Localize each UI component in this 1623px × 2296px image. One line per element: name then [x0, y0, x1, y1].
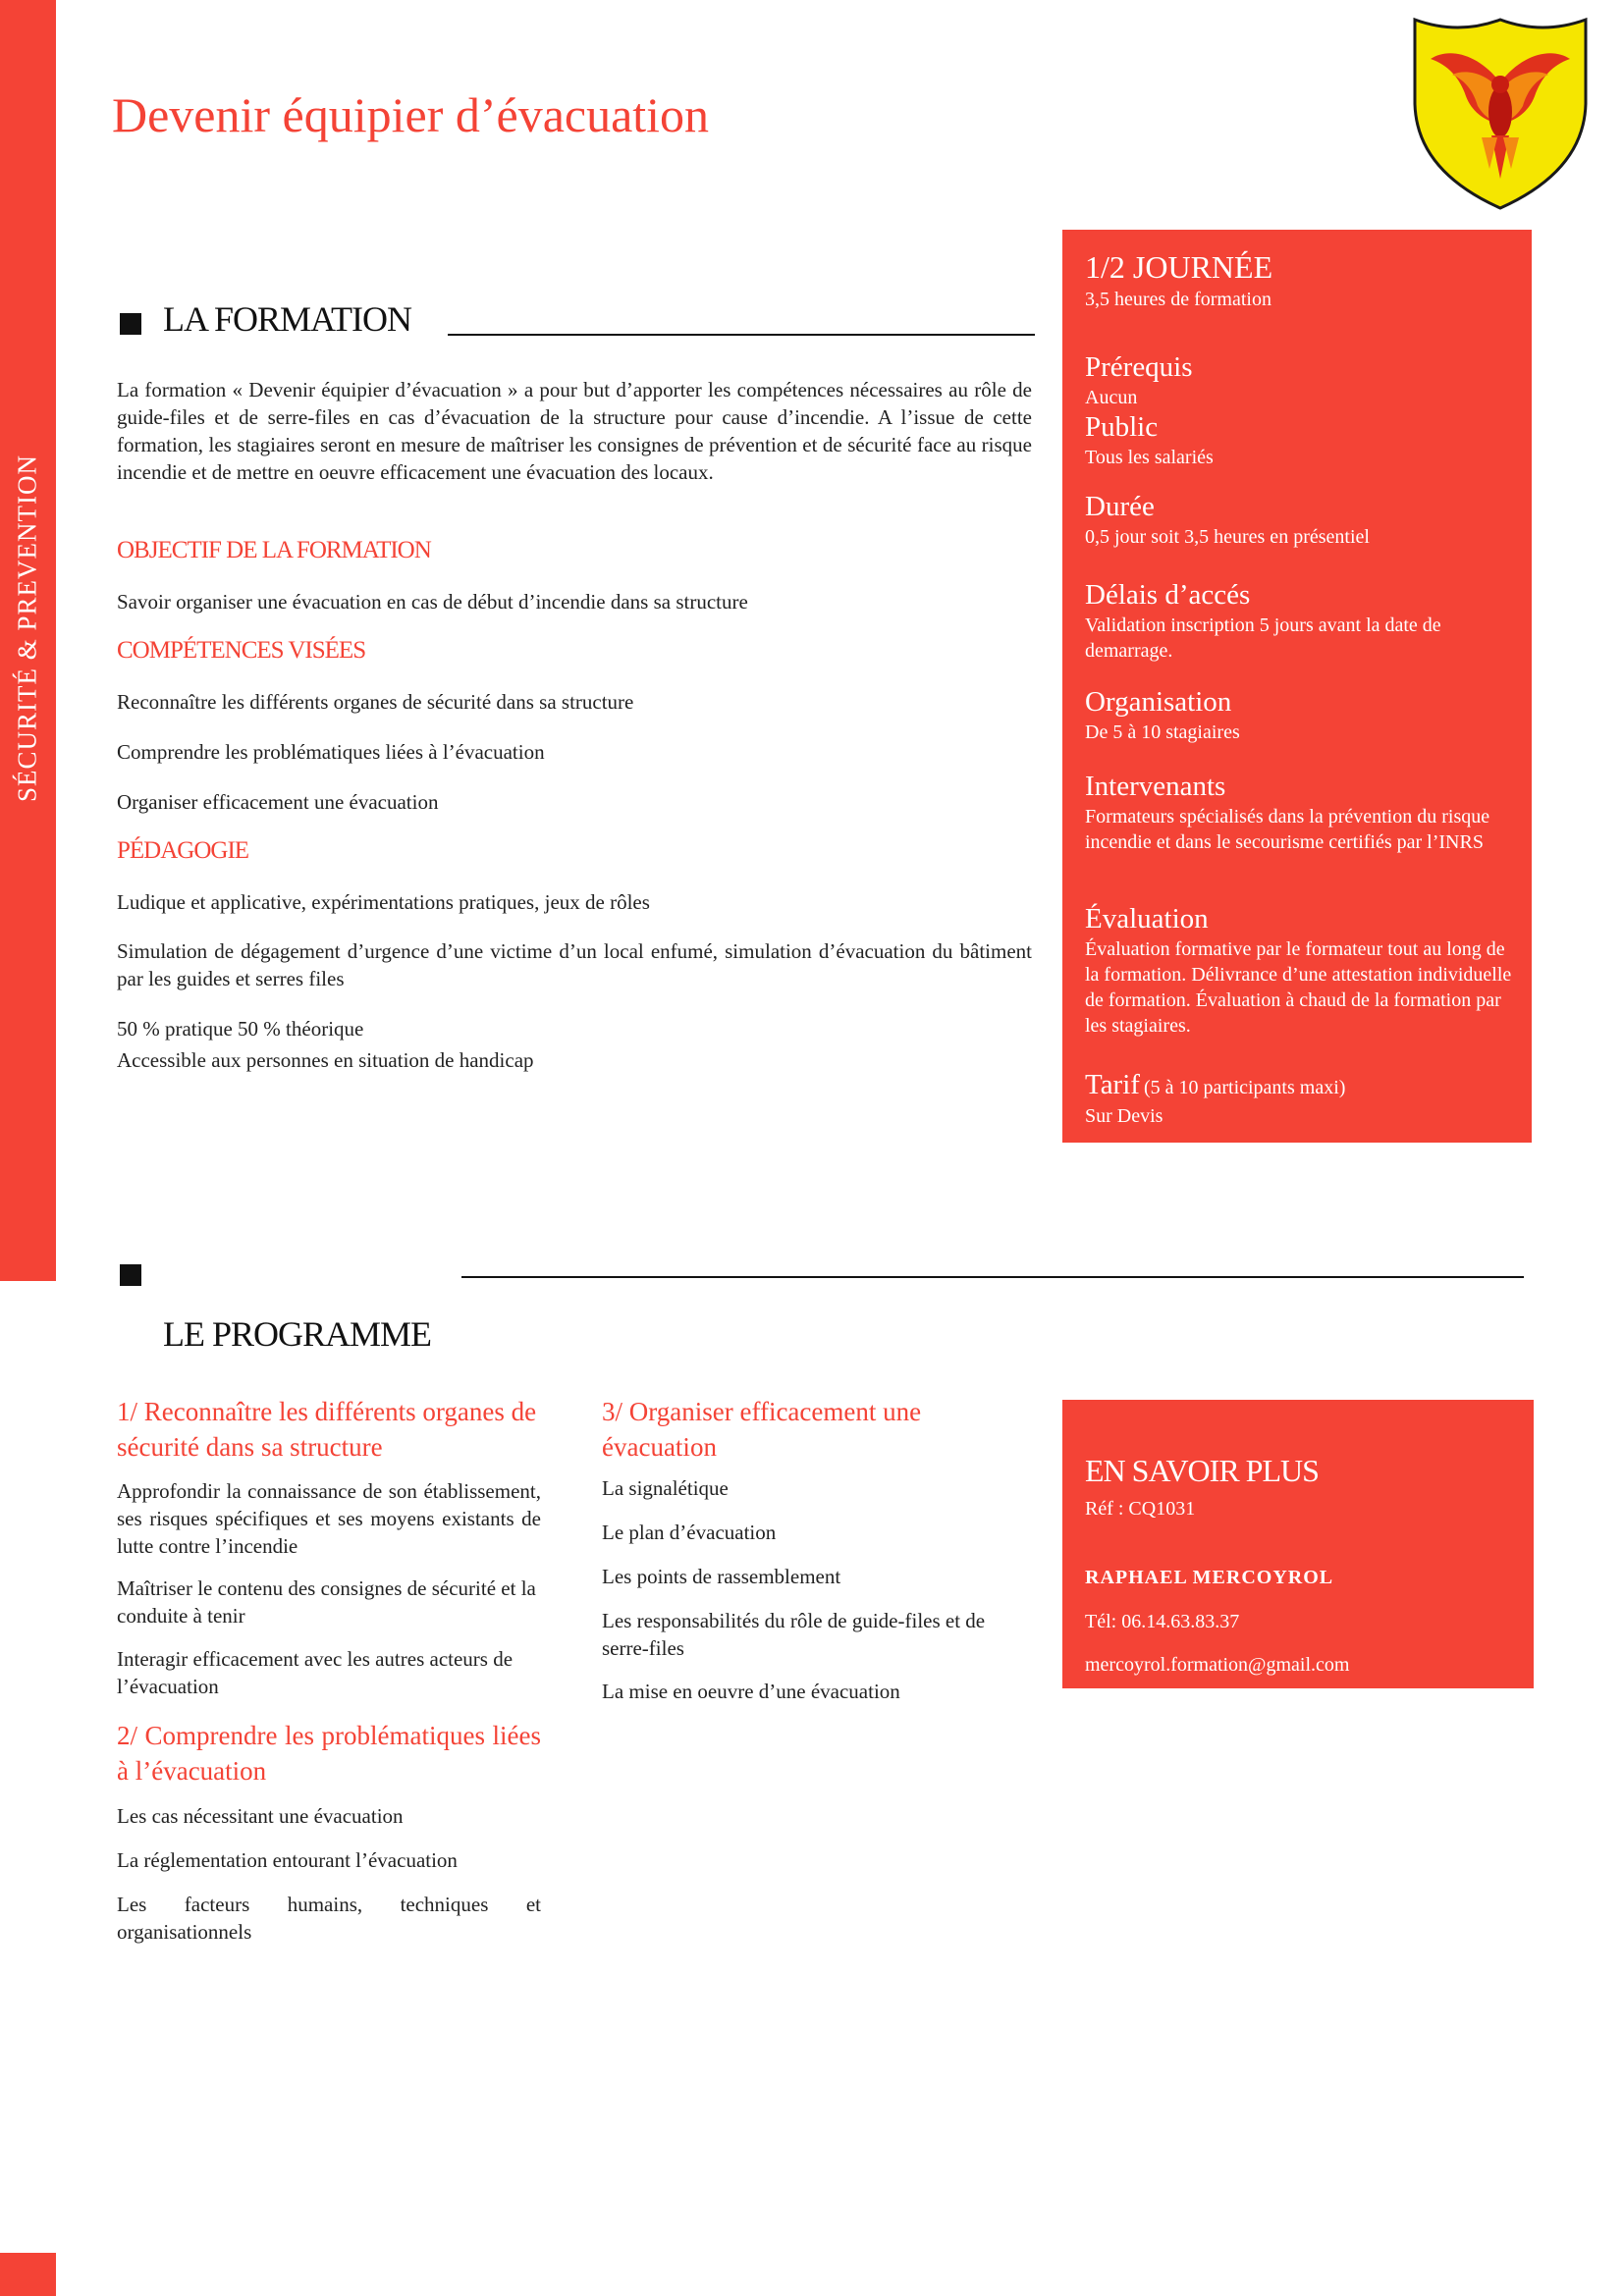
pedagogy-item: 50 % pratique 50 % théorique: [117, 1017, 364, 1041]
formation-intro: La formation « Devenir équipier d’évacuation » a pour but d’apporter les compétences nécessaires au rôle de guide-files et de serre-files en cas d’évacuation de la structure pour cause d’incendie. A l’issue de cette formation, les stagiaires seront en mesure de maîtriser les consignes de prévention et de sécurité face au risque incendie et de mettre en oeuvre efficacement une évacuation des locaux.: [117, 378, 1032, 484]
pedagogy-item: Accessible aux personnes en situation de handicap: [117, 1048, 534, 1072]
heading-rule: [461, 1276, 1524, 1278]
tarif-note: (5 à 10 participants maxi): [1143, 1077, 1346, 1098]
module-title: 2/ Comprendre les problématiques liées à l’évacuation: [117, 1721, 541, 1786]
module-item: Le plan d’évacuation: [602, 1521, 777, 1544]
module-item: La réglementation entourant l’évacuation: [117, 1848, 458, 1872]
public-value: Tous les salariés: [1085, 447, 1214, 468]
phoenix-shield-icon: [1409, 14, 1592, 212]
programme-heading: LE PROGRAMME: [163, 1314, 432, 1354]
prerequis-value: Aucun: [1085, 387, 1138, 408]
duration-subtext: 3,5 heures de formation: [1085, 289, 1271, 310]
intervenants-label: Intervenants: [1085, 771, 1226, 802]
info-box: [1062, 230, 1532, 1143]
delais-label: Délais d’accés: [1085, 579, 1251, 611]
page-title: Devenir équipier d’évacuation: [112, 87, 710, 142]
tarif-value: Sur Devis: [1085, 1105, 1163, 1127]
contact-box: [1062, 1400, 1534, 1688]
module-item: Interagir efficacement avec les autres acteurs de l’évacuation: [117, 1647, 514, 1698]
module-item: La signalétique: [602, 1476, 729, 1500]
organisation-value: De 5 à 10 stagiaires: [1085, 721, 1240, 743]
pedagogy-item: Ludique et applicative, expérimentations pratiques, jeux de rôles: [117, 890, 650, 914]
module-item: La mise en oeuvre d’une évacuation: [602, 1680, 900, 1703]
reference-code: Réf : CQ1031: [1085, 1498, 1196, 1520]
formation-heading: LA FORMATION: [163, 299, 412, 339]
module-item: Les responsabilités du rôle de guide-files et de serre-files: [602, 1609, 986, 1660]
objective-text: Savoir organiser une évacuation en cas de début d’incendie dans sa structure: [117, 590, 748, 614]
tarif-line: [1085, 1069, 1517, 1100]
module-item: Maîtriser le contenu des consignes de sécurité et la conduite à tenir: [117, 1576, 536, 1628]
section-marker: [120, 1264, 141, 1286]
public-label: Public: [1085, 411, 1159, 443]
objective-heading: OBJECTIF DE LA FORMATION: [117, 537, 431, 563]
pedagogy-heading: PÉDAGOGIE: [117, 837, 249, 864]
module-item: Les cas nécessitant une évacuation: [117, 1804, 404, 1828]
skills-heading: COMPÉTENCES VISÉES: [117, 637, 366, 664]
organisation-label: Organisation: [1085, 686, 1232, 718]
tarif-label: Tarif: [1085, 1069, 1140, 1100]
duree-value: 0,5 jour soit 3,5 heures en présentiel: [1085, 526, 1370, 548]
contact-email[interactable]: mercoyrol.formation@gmail.com: [1085, 1654, 1350, 1676]
prerequis-label: Prérequis: [1085, 351, 1193, 383]
sidebar-band-bottom: [0, 2253, 56, 2296]
duree-label: Durée: [1085, 491, 1155, 522]
delais-value: Validation inscription 5 jours avant la date de demarrage.: [1085, 614, 1441, 662]
intervenants-value: Formateurs spécialisés dans la prévention du risque incendie et dans le secourisme certifiés par l’INRS: [1085, 806, 1490, 853]
contact-phone[interactable]: Tél: 06.14.63.83.37: [1085, 1611, 1240, 1632]
contact-name: RAPHAEL MERCOYROL: [1085, 1567, 1334, 1588]
section-marker: [120, 313, 141, 335]
skill-item: Organiser efficacement une évacuation: [117, 790, 439, 814]
heading-rule: [448, 334, 1035, 336]
module-title: 1/ Reconnaître les différents organes de sécurité dans sa structure: [117, 1397, 537, 1462]
evaluation-value: Évaluation formative par le formateur tout au long de la formation. Délivrance d’une attestation individuelle de formation. Évaluation à chaud de la formation par les stagiaires.: [1085, 938, 1512, 1037]
contact-heading: EN SAVOIR PLUS: [1085, 1453, 1319, 1488]
module-item: Approfondir la connaissance de son établissement, ses risques spécifiques et ses moyens existants de lutte contre l’incendie: [117, 1479, 541, 1558]
module-item: Les points de rassemblement: [602, 1565, 841, 1588]
skill-item: Comprendre les problématiques liées à l’évacuation: [117, 740, 545, 764]
pedagogy-item: Simulation de dégagement d’urgence d’une victime d’un local enfumé, simulation d’évacuation du bâtiment par les guides et serres files: [117, 939, 1032, 990]
evaluation-label: Évaluation: [1085, 903, 1209, 934]
skill-item: Reconnaître les différents organes de sécurité dans sa structure: [117, 690, 634, 714]
module-item: Les facteurs humains, techniques et organisationnels: [117, 1893, 541, 1944]
module-title: 3/ Organiser efficacement une évacuation: [602, 1397, 922, 1462]
sidebar-category-label: SÉCURITÉ & PREVENTION: [12, 454, 42, 802]
duration-heading: 1/2 JOURNÉE: [1085, 249, 1273, 285]
